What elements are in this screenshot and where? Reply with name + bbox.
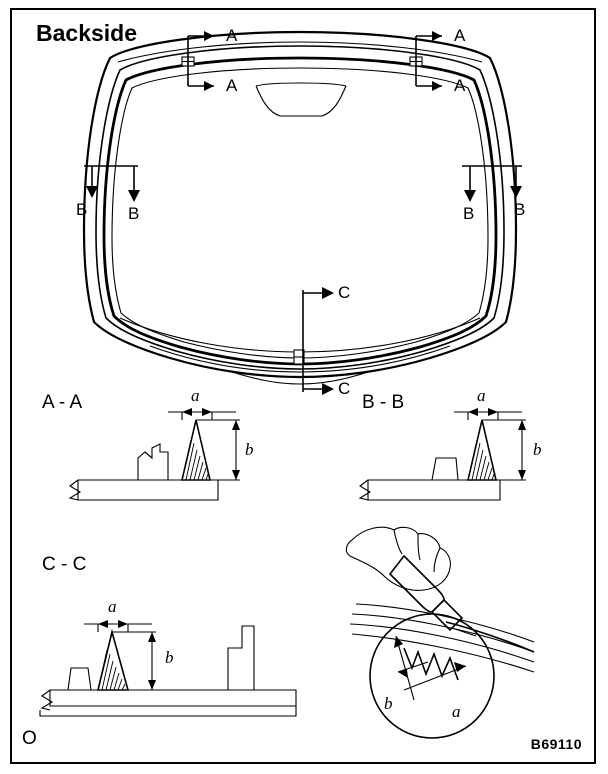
figure-code: B69110 xyxy=(530,736,582,752)
callout-a-top-left-1: A xyxy=(226,26,238,45)
callout-b-right-1: B xyxy=(463,204,475,223)
figure-border xyxy=(10,8,596,764)
callout-c-top: C xyxy=(338,283,351,302)
page-title: Backside xyxy=(36,20,138,46)
callout-b-left-2: B xyxy=(128,204,140,223)
callout-c-bottom: C xyxy=(338,379,351,398)
callout-a-top-left-2: A xyxy=(226,76,238,95)
callout-b-left-1: B xyxy=(76,200,88,219)
callout-a-top-right-1: A xyxy=(454,26,466,45)
section-bb-dim-a: a xyxy=(477,386,486,405)
section-aa-dim-b: b xyxy=(245,440,254,459)
section-cc-label: C - C xyxy=(42,554,87,575)
corner-mark: O xyxy=(22,728,37,749)
section-cc-dim-a: a xyxy=(108,597,117,616)
section-cc-dim-b: b xyxy=(165,648,174,667)
section-bb-label: B - B xyxy=(362,392,405,413)
section-bb-dim-b: b xyxy=(533,440,542,459)
section-aa-label: A - A xyxy=(42,392,83,413)
detail-dim-a: a xyxy=(452,702,461,721)
detail-dim-b: b xyxy=(384,694,393,713)
section-aa-dim-a: a xyxy=(191,386,200,405)
callout-a-top-right-2: A xyxy=(454,76,466,95)
callout-b-right-2: B xyxy=(514,200,526,219)
